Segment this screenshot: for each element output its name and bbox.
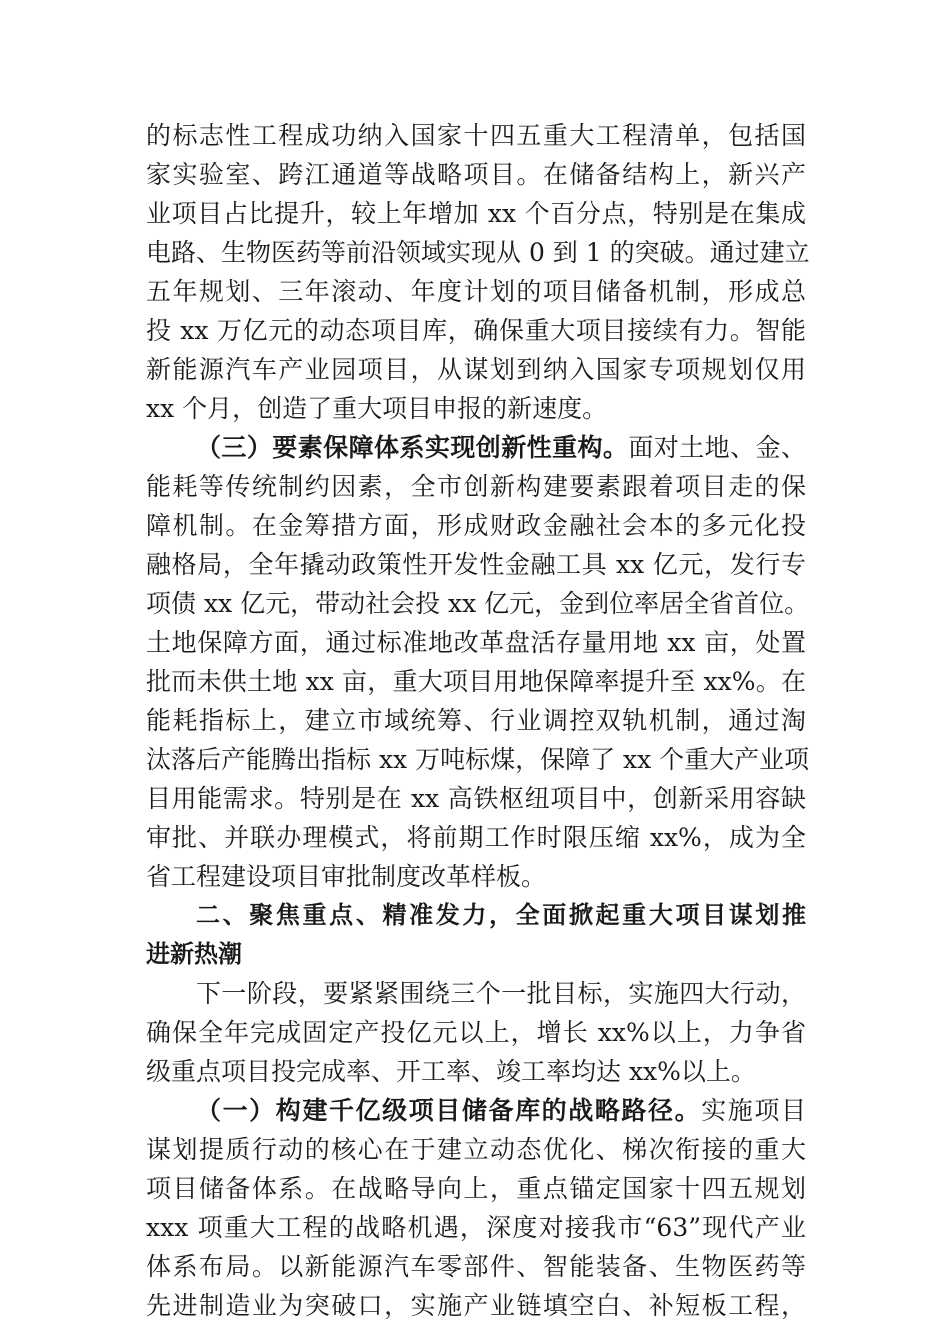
text-line: 批而未供土地 xx 亩，重大项目用地保障率提升至 xx%。在	[146, 667, 806, 696]
text-line: 能耗指标上，建立市域统筹、行业调控双轨机制，通过淘	[146, 706, 806, 735]
text-line: 融格局，全年撬动政策性开发性金融工具 xx 亿元，发行专	[146, 550, 806, 579]
section-three-heading: （三）要素保障体系实现创新性重构。	[196, 433, 629, 462]
text-line: 汰落后产能腾出指标 xx 万吨标煤，保障了 xx 个重大产业项	[146, 745, 810, 774]
text-line: 审批、并联办理模式，将前期工作时限压缩 xx%，成为全	[146, 823, 806, 852]
section-heading-continued: 进新热潮	[146, 940, 242, 968]
section-three-text: 面对土地、金、	[628, 433, 806, 462]
text-line: xx 个月，创造了重大项目申报的新速度。	[146, 394, 608, 423]
section-heading: 二、聚焦重点、精准发力，全面掀起重大项目谋划推	[196, 901, 806, 929]
text-line: 障机制。在金筹措方面，形成财政金融社会本的多元化投	[146, 511, 806, 540]
text-line: 体系布局。以新能源汽车零部件、智能装备、生物医药等	[146, 1252, 806, 1281]
text-line: 省工程建设项目审批制度改革样板。	[146, 862, 547, 891]
text-line: 家实验室、跨江通道等战略项目。在储备结构上，新兴产	[146, 160, 806, 189]
text-line: 先进制造业为突破口，实施产业链填空白、补短板工程，	[146, 1291, 806, 1320]
text-line: 电路、生物医药等前沿领域实现从 0 到 1 的突破。通过建立	[146, 238, 810, 267]
text-line: 能耗等传统制约因素，全市创新构建要素跟着项目走的保	[146, 472, 806, 501]
text-line: 投 xx 万亿元的动态项目库，确保重大项目接续有力。智能	[146, 316, 806, 345]
text-line: 的标志性工程成功纳入国家十四五重大工程清单，包括国	[146, 121, 806, 150]
text-line: 土地保障方面，通过标准地改革盘活存量用地 xx 亩，处置	[146, 628, 806, 657]
text-line: xxx 项重大工程的战略机遇，深度对接我市“63”现代产业	[146, 1213, 806, 1242]
text-line: 五年规划、三年滚动、年度计划的项目储备机制，形成总	[146, 277, 806, 306]
text-line: 项目储备体系。在战略导向上，重点锚定国家十四五规划	[146, 1174, 806, 1203]
text-line: 新能源汽车产业园项目，从谋划到纳入国家专项规划仅用	[146, 355, 806, 384]
text-line: 谋划提质行动的核心在于建立动态优化、梯次衔接的重大	[146, 1135, 806, 1164]
text-line: 下一阶段，要紧紧围绕三个一批目标，实施四大行动，	[196, 979, 806, 1008]
section-one-heading: （一）构建千亿级项目储备库的战略路径。	[196, 1096, 702, 1125]
section-three-first-line	[196, 429, 806, 466]
text-line: 级重点项目投完成率、开工率、竣工率均达 xx%以上。	[146, 1057, 756, 1086]
text-line: 确保全年完成固定产投亿元以上，增长 xx%以上，力争省	[146, 1018, 806, 1047]
text-line: 项债 xx 亿元，带动社会投 xx 亿元，金到位率居全省首位。	[146, 589, 810, 618]
section-one-first-line	[196, 1092, 806, 1129]
section-one-text: 实施项目	[701, 1096, 806, 1125]
text-line: 业项目占比提升，较上年增加 xx 个百分点，特别是在集成	[146, 199, 806, 228]
text-line: 目用能需求。特别是在 xx 高铁枢纽项目中，创新采用容缺	[146, 784, 806, 813]
